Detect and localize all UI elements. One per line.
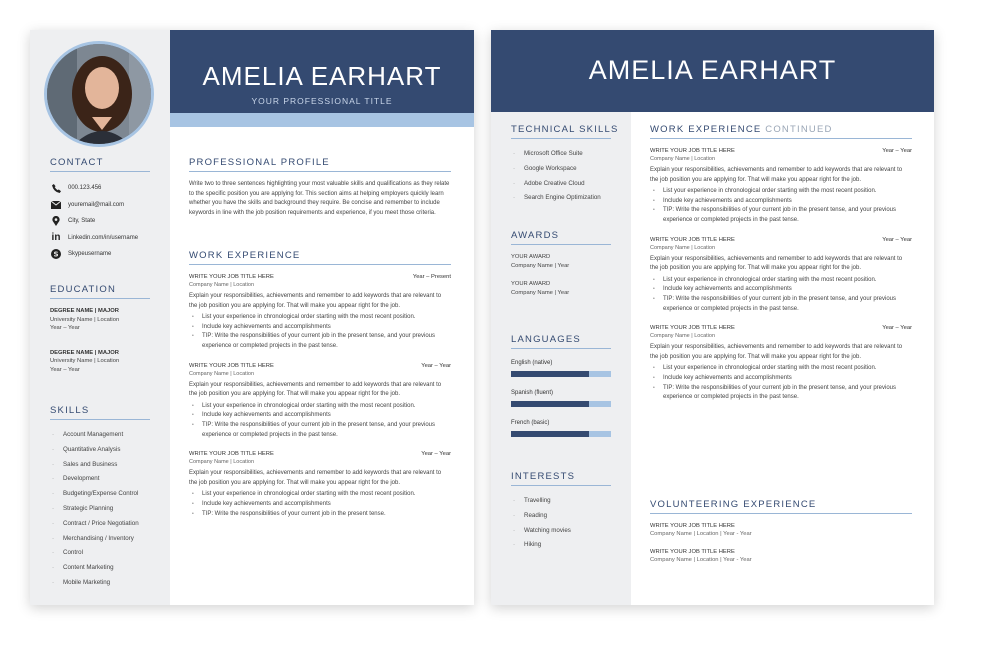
work-section [189, 250, 451, 529]
award-detail: Company Name | Year [511, 262, 570, 269]
interest-item: · Reading [511, 509, 611, 524]
contact-row [50, 197, 150, 214]
volunteer-item [650, 548, 912, 564]
language-name: Spanish (fluent) [511, 390, 554, 396]
awards-section [511, 230, 611, 304]
skill-item: · Quantitative Analysis [50, 443, 150, 458]
school: University Name | Location [50, 358, 120, 364]
contact-row [50, 213, 150, 230]
job-bullet: • Include key achievements and accomplishments [189, 323, 451, 333]
profile-title: PROFESSIONAL PROFILE [189, 157, 451, 172]
job-bullet: • TIP: Write the responsibilities of your current job in the present tense, and your previous experience or completed projects in the past tense. [650, 384, 912, 403]
job-title: WRITE YOUR JOB TITLE HERE [650, 148, 735, 154]
job-entry [189, 450, 451, 519]
job-title: WRITE YOUR JOB TITLE HERE [189, 274, 274, 280]
contact-row [50, 230, 150, 247]
header-banner [491, 30, 934, 112]
work-continued-title [650, 124, 912, 139]
job-dates: Year – Year [421, 362, 451, 369]
technical-skills-title: TECHNICAL SKILLS [511, 124, 611, 139]
education-section [50, 284, 150, 386]
job-bullets [650, 276, 912, 314]
skill-item: · Content Marketing [50, 561, 150, 576]
job-entry [650, 147, 912, 226]
job-description: Explain your responsibilities, achievements and remember to add keywords that are relevant to the job position you are applying for. That will make you appear right for the job. [650, 344, 903, 360]
job-bullet: • List your experience in chronological order starting with the most recent position. [189, 313, 451, 323]
contact-section [50, 157, 150, 263]
education-title: EDUCATION [50, 284, 150, 299]
award-name: YOUR AWARD [511, 254, 551, 260]
job-title: WRITE YOUR JOB TITLE HERE [650, 325, 735, 332]
years: Year – Year [50, 325, 80, 331]
job-bullet: • Include key achievements and accomplishments [650, 374, 912, 384]
resume-page-2 [491, 30, 934, 605]
award-detail: Company Name | Year [511, 289, 570, 296]
school: University Name | Location [50, 316, 120, 323]
languages-section [511, 334, 611, 449]
language-level-fill [511, 401, 589, 407]
technical-skill-item: · Microsoft Office Suite [511, 147, 611, 162]
job-bullet: • Include key achievements and accomplishments [650, 285, 912, 295]
contact-skype: Skypeusername [68, 251, 112, 258]
linkedin-icon: in [51, 232, 61, 244]
job-header [650, 147, 912, 155]
skill-item: · Strategic Planning [50, 502, 150, 517]
job-description: Explain your responsibilities, achievements and remember to add keywords that are relevant to the job position you are applying for. That will make you appear right for the job. [650, 167, 903, 183]
work-title: WORK EXPERIENCE [189, 250, 451, 265]
interest-item: · Hiking [511, 538, 611, 553]
technical-skill-item: · Search Engine Optimization [511, 191, 611, 206]
language-name: French (basic) [511, 420, 550, 426]
job-entry [189, 273, 451, 352]
work-title: WORK EXPERIENCE [650, 124, 762, 135]
job-title: WRITE YOUR JOB TITLE HERE [650, 236, 735, 243]
job-company: Company Name | Location [189, 459, 255, 466]
job-entry [189, 362, 451, 441]
skill-item: · Development [50, 472, 150, 487]
contact-title: CONTACT [50, 157, 150, 172]
contact-row [50, 246, 150, 263]
skill-item: · Account Management [50, 428, 150, 443]
skills-list [50, 428, 150, 591]
language-name: English (native) [511, 360, 553, 366]
language-level-fill [511, 431, 589, 437]
skill-item: · Contract / Price Negotiation [50, 517, 150, 532]
job-bullet: • List your experience in chronological order starting with the most recent position. [189, 490, 451, 500]
interests-section [511, 471, 611, 553]
skills-section [50, 405, 150, 591]
languages-list [511, 359, 611, 437]
jobs-list [189, 273, 451, 519]
job-bullet: • TIP: Write the responsibilities of your current job in the present tense, and your previous experience or completed projects in the past tense. [650, 206, 912, 225]
jobs-list [650, 147, 912, 403]
interest-item: · Travelling [511, 494, 611, 509]
job-entry [650, 324, 912, 403]
job-title: WRITE YOUR JOB TITLE HERE [189, 362, 274, 369]
technical-skill-item: · Adobe Creative Cloud [511, 177, 611, 192]
education-item [50, 349, 150, 375]
job-company: Company Name | Location [650, 244, 716, 251]
profile-text: Write two to three sentences highlighting your most valuable skills and qualifications as they relate to the specific position you are applying for. This section aims at helping employers quickly learn whether you have the skills and background they require. Be concise and remember to include keywords in line with the job position requirements and experience, if you meet those criteria. [189, 181, 450, 216]
job-bullets [189, 313, 451, 351]
job-entry [650, 236, 912, 315]
profile-photo [44, 41, 154, 147]
profile-section [189, 157, 451, 218]
svg-text:S: S [53, 250, 59, 259]
awards-title: AWARDS [511, 230, 611, 245]
job-dates: Year – Present [412, 274, 451, 280]
language-level-bar [511, 401, 611, 407]
skill-item: · Merchandising / Inventory [50, 532, 150, 547]
header-banner [170, 30, 474, 127]
job-bullets [650, 187, 912, 225]
job-description: Explain your responsibilities, achievements and remember to add keywords that are relevant to the job position you are applying for. That will make you appear right for the job. [189, 293, 442, 309]
degree: DEGREE NAME | MAJOR [50, 308, 119, 314]
job-header [189, 362, 451, 370]
resume-name: AMELIA EARHART [202, 61, 442, 91]
contact-location: City, State [68, 218, 96, 225]
contact-row [50, 180, 150, 197]
job-company: Company Name | Location [650, 333, 716, 340]
volunteer-detail: Company Name | Location | Year - Year [650, 557, 752, 563]
job-company: Company Name | Location [650, 156, 716, 162]
skype-icon [50, 249, 62, 259]
contact-email: youremail@mail.com [68, 201, 125, 208]
skill-item: · Sales and Business [50, 458, 150, 473]
volunteering-title: VOLUNTEERING EXPERIENCE [650, 499, 912, 514]
job-bullet: • List your experience in chronological order starting with the most recent position. [650, 364, 912, 374]
volunteer-detail: Company Name | Location | Year - Year [650, 531, 752, 537]
volunteer-title: WRITE YOUR JOB TITLE HERE [650, 523, 735, 529]
job-bullets [650, 364, 912, 402]
job-company: Company Name | Location [189, 282, 255, 288]
job-dates: Year – Year [882, 236, 912, 243]
job-header [650, 236, 912, 244]
languages-title: LANGUAGES [511, 334, 611, 349]
job-bullets [189, 402, 451, 440]
job-bullets [189, 490, 451, 519]
continued-label: CONTINUED [765, 124, 833, 135]
job-dates: Year – Year [421, 451, 451, 458]
interests-title: INTERESTS [511, 471, 611, 486]
accent-band [170, 113, 474, 127]
skill-item: · Budgeting/Expense Control [50, 487, 150, 502]
phone-icon [50, 183, 62, 193]
job-header [189, 273, 451, 281]
job-header [189, 450, 451, 458]
mail-icon [50, 200, 62, 210]
award-item [511, 253, 611, 270]
resume-page-1 [30, 30, 474, 605]
volunteer-item [650, 522, 912, 538]
job-bullet: • List your experience in chronological order starting with the most recent position. [189, 402, 451, 412]
language-level-bar [511, 431, 611, 437]
years: Year – Year [50, 366, 80, 373]
job-bullet: • Include key achievements and accomplishments [189, 411, 451, 421]
job-bullet: • Include key achievements and accomplishments [650, 197, 912, 207]
skill-item: · Mobile Marketing [50, 576, 150, 591]
technical-skills-list [511, 147, 611, 206]
job-bullet: • List your experience in chronological order starting with the most recent position. [650, 276, 912, 286]
job-header [650, 324, 912, 332]
job-bullet: • TIP: Write the responsibilities of your current job in the present tense, and your previous experience or completed projects in the past tense. [650, 295, 912, 314]
award-name: YOUR AWARD [511, 281, 551, 287]
location-pin-icon [50, 216, 62, 226]
award-item [511, 280, 611, 297]
skill-item: · Control [50, 546, 150, 561]
job-company: Company Name | Location [189, 370, 255, 377]
job-bullet: • TIP: Write the responsibilities of your current job in the present tense. [189, 510, 451, 520]
job-bullet: • TIP: Write the responsibilities of your current job in the present tense, and your previous experience or completed projects in the past tense. [189, 421, 451, 440]
interests-list [511, 494, 611, 553]
degree: DEGREE NAME | MAJOR [50, 349, 119, 356]
job-description: Explain your responsibilities, achievements and remember to add keywords that are relevant to the job position you are applying for. That will make you appear right for the job. [189, 381, 442, 398]
contact-linkedin: Linkedin.com/in/username [68, 234, 139, 241]
job-bullet: • TIP: Write the responsibilities of your current job in the present tense, and your previous experience or completed projects in the past tense. [189, 332, 451, 351]
job-description: Explain your responsibilities, achievements and remember to add keywords that are relevant to the job position you are applying for. That will make you appear right for the job. [189, 470, 442, 486]
skills-title: SKILLS [50, 405, 150, 420]
job-description: Explain your responsibilities, achievements and remember to add keywords that are relevant to the job position you are applying for. That will make you appear right for the job. [650, 255, 903, 272]
language-level-fill [511, 371, 589, 377]
education-item [50, 307, 150, 333]
volunteer-title: WRITE YOUR JOB TITLE HERE [650, 549, 735, 555]
interest-item: · Watching movies [511, 524, 611, 539]
technical-skill-item: · Google Workspace [511, 162, 611, 177]
job-title: WRITE YOUR JOB TITLE HERE [189, 451, 274, 458]
job-dates: Year – Year [882, 325, 912, 332]
technical-skills-section [511, 124, 619, 206]
job-bullet: • Include key achievements and accomplishments [189, 500, 451, 510]
job-dates: Year – Year [882, 148, 912, 154]
work-continued-section [650, 124, 912, 413]
language-level-bar [511, 371, 611, 377]
resume-name: AMELIA EARHART [588, 55, 837, 85]
job-bullet: • List your experience in chronological order starting with the most recent position. [650, 187, 912, 197]
volunteering-section [650, 499, 912, 574]
contact-phone: 000.123.456 [68, 185, 102, 192]
professional-title: YOUR PROFESSIONAL TITLE [251, 96, 393, 106]
